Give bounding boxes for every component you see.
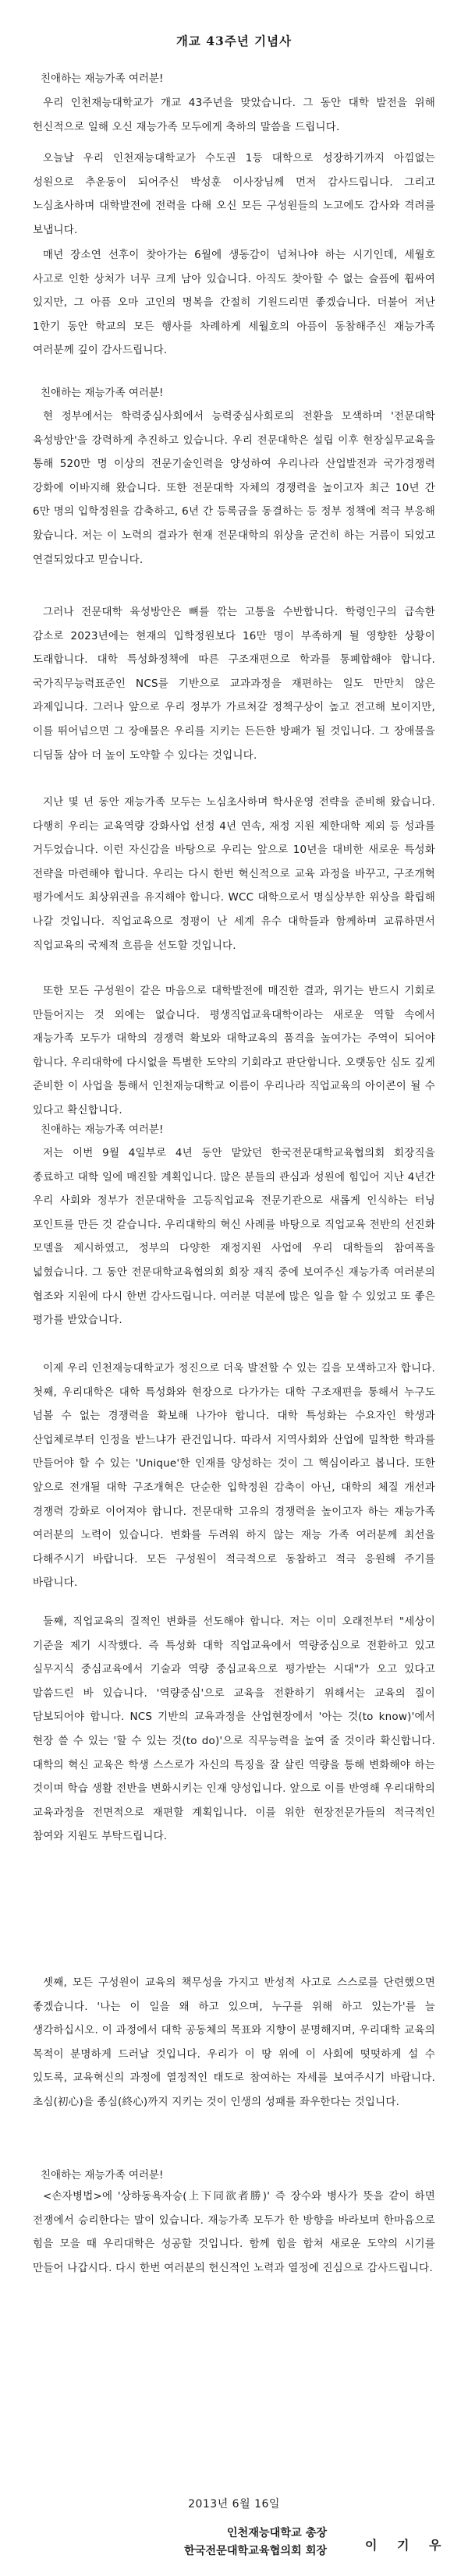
paragraph: 오늘날 우리 인천재능대학교가 수도권 1등 대학으로 성장하기까지 아낌없는 성원으로 추운동이 되어주신 박성훈 이사장님께 먼저 감사드립니다. 그리고 노심초사하며 대학발전에 전력을 다해 오신 모든 구성원들의 노고에도 감사와 격려를 보냅니다. [33, 152, 435, 236]
salutation: 친애하는 재능가족 여러분! [41, 2169, 164, 2181]
paragraph-block [33, 1610, 435, 1849]
paragraph: 그러나 전문대학 육성방안은 뼈를 깎는 고통을 수반합니다. 학령인구의 급속한 감소로 2023년에는 현재의 입학정원보다 16만 명이 부족하게 될 영향한 상황이 도래합니다. 대학 특성화정책에 따른 구조재편으로 학과를 통폐합해야 합니다. 국가직무능력표준인 NCS를 기반으로 교과과정을 재편하는 일도 만만치 않은 과제입니다. 그러나 앞으로 우리 정부가 가르쳐갈 정책구상이 높고 전고해 보이지만, 이를 뛰어넘으면 그 장애물은 우리를 지키는 든든한 방패가 될 것입니다. 그 장애물을 디딤돌 삼아 더 높이 도약할 수 있다는 것입니다. [33, 606, 435, 762]
paragraph: 둘째, 직업교육의 질적인 변화를 선도해야 합니다. 저는 이미 오래전부터 "세상이 기준을 제기 시작했다. 즉 특성화 대학 직업교육에서 역량중심으로 전환하고 있고 실무지식 중심교육에서 기술과 역량 중심교육으로 평가받는 시대"가 오고 있다고 말씀드린 바 있습니다. '역량중심'으로 교육을 전환하기 위해서는 교육의 질이 담보되어야 합니다. NCS 기반의 교육과정을 산업현장에서 '아는 것(to know)'에서 현장 쓸 수 있는 '할 수 있는 것(to do)'으로 직무능력을 높여 줄 것이라 확신합니다. 대학의 혁신 교육은 학생 스스로가 자신의 특징을 잘 살린 역량을 통해 변화해야 하는 것이며 학습 생활 전반을 변화시키는 인재 양성입니다. 앞으로 이를 반영해 우리대학의 교육과정을 전면적으로 재편할 계획입니다. 이를 위한 현장전문가들의 적극적인 참여와 지원도 부탁드립니다. [33, 1615, 435, 1843]
signature-title-council: 한국전문대학교육협의회 회장 [184, 2545, 328, 2557]
paragraph-block [33, 91, 435, 139]
paragraph: <손자병법>에 '상하동욕자승(上下同欲者勝)' 즉 장수와 병사가 뜻을 같이 하면 전쟁에서 승리한다는 말이 있습니다. 재능가족 모두가 한 방향을 바라보며 한마음으로 힘을 모을 때 우리대학은 성공할 것입니다. 함께 힘을 합쳐 새로운 도약의 시기를 만들어 나갑시다. 다시 한번 여러분의 헌신적인 노력과 열정에 진심으로 감사드립니다. [33, 2190, 435, 2274]
document-title: 개교 43주년 기념사 [176, 34, 292, 48]
paragraph: 지난 몇 년 동안 재능가족 모두는 노심초사하며 학사운영 전략을 준비해 왔습니다. 다행히 우리는 교육역량 강화사업 선정 4년 연속, 재정 지원 제한대학 제외 등 성과를 거두었습니다. 이런 자신감을 바탕으로 우리는 앞으로 10년을 대비한 새로운 특성화 전략을 마련해야 합니다. 우리는 다시 한번 혁신적으로 교육 과정을 바꾸고, 구조개혁 평가에서도 최상위권을 유지해야 합니다. WCC 대학으로서 명실상부한 위상을 확립해 나갈 것입니다. 직업교육으로 정평이 난 세계 유수 대학들과 함께하며 교류하면서 직업교육의 국제적 흐름을 선도할 것입니다. [33, 796, 435, 952]
paragraph: 우리 인천재능대학교가 개교 43주년을 맞았습니다. 그 동안 대학 발전을 위해 헌신적으로 일해 오신 재능가족 모두에게 축하의 말씀을 드립니다. [33, 97, 435, 133]
salutation: 친애하는 재능가족 여러분! [41, 387, 164, 399]
paragraph-block [33, 979, 435, 1123]
paragraph-block [33, 243, 435, 363]
signature-name: 이 기 우 [365, 2538, 449, 2553]
paragraph: 매년 장소연 선후이 찾아가는 6월에 생동감이 넘쳐나야 하는 시기인데, 세월호 사고로 인한 상처가 너무 크게 남아 있습니다. 아직도 찾아할 수 없는 슬픔에 휩싸여 있지만, 그 아픔 오마 고인의 명복을 간절히 기원드리면 좋겠습니다. 더불어 저난 1한기 동안 학교의 모든 행사를 차례하게 세월호의 아픔이 동참해주신 재능가족 여러분께 깊이 감사드립니다. [33, 249, 435, 357]
paragraph-block [33, 600, 435, 767]
paragraph-block [33, 1357, 435, 1595]
paragraph: 현 정부에서는 학력중심사회에서 능력중심사회로의 전환을 모색하며 '전문대학 육성방안'을 강력하게 추진하고 있습니다. 우리 전문대학은 설립 이후 현장실무교육을 통해 520만 명 이상의 전문기술인력을 양성하여 우리나라 산업발전과 국가경쟁력 강화에 이바지해 왔습니다. 또한 전문대학 자체의 경쟁력을 높이고자 최근 10년 간 6만 명의 입학정원을 감축하고, 6년 간 등록금을 동결하는 등 정부 정책에 적극 부응해 왔습니다. 저는 이 노력의 결과가 현재 전문대학의 위상을 굳건히 하는 거름이 되었고 연결되었다고 믿습니다. [33, 410, 435, 566]
paragraph-block [33, 1971, 435, 2114]
paragraph-block [33, 2185, 435, 2280]
paragraph-block [33, 1141, 435, 1332]
signature-title-president: 인천재능대학교 총장 [226, 2527, 328, 2539]
paragraph: 또한 모든 구성원이 같은 마음으로 대학발전에 매진한 결과, 위기는 반드시 기회로 만들어지는 것 외에는 없습니다. 평생직업교육대학이라는 새로운 역할 속에서 재능가족 모두가 대학의 경쟁력 확보와 대학교육의 품격을 높여가는 주역이 되어야 합니다. 우리대학에 다시없을 특별한 도약의 기회라고 판단합니다. 오랫동안 심도 깊게 준비한 이 사업을 통해서 인천재능대학교 이름이 우리나라 직업교육의 아이콘이 될 수 있다고 확신합니다. [33, 985, 435, 1116]
signature-block [184, 2525, 327, 2560]
paragraph: 셋째, 모든 구성원이 교육의 책무성을 가지고 반성적 사고로 스스로를 단련했으면 좋겠습니다. '나는 이 일을 왜 하고 있으며, 누구를 위해 하고 있는가'를 늘 생각하십시오. 이 과정에서 대학 공동체의 목표와 지향이 분명해지며, 우리대학 교육의 목적이 분명하게 드러날 것입니다. 우리가 이 땅 위에 이 사회에 떳떳하게 설 수 있도록, 교육혁신의 과정에 열정적인 태도로 참여하는 자세를 보여주시기 바랍니다. 초심(初心)을 종심(終心)까지 지키는 것이 인생의 성패를 좌우한다는 것입니다. [33, 1976, 435, 2108]
salutation: 친애하는 재능가족 여러분! [41, 73, 164, 85]
paragraph: 이제 우리 인천재능대학교가 정진으로 더욱 발전할 수 있는 길을 모색하고자 합니다. 첫째, 우리대학은 대학 특성화와 현장으로 다가가는 대학 구조재편을 통해서 누구도 넘볼 수 없는 경쟁력을 확보해 나가야 합니다. 대학 특성화는 수요자인 학생과 산업체로부터 인정을 받느냐가 관건입니다. 따라서 지역사회와 산업에 밀착한 학과를 만들어야 할 수 있는 'Unique'한 인재를 양성하는 것이 그 핵심이라고 봅니다. 또한 앞으로 전개될 대학 구조개혁은 단순한 입학정원 감축이 아닌, 대학의 체질 개선과 경쟁력 강화로 이어져야 합니다. 전문대학 고유의 경쟁력을 높이고자 하는 재능가족 여러분의 노력이 있습니다. 변화를 두려워 하지 않는 재능 가족 여러분께 최선을 다해주시기 바랍니다. 모든 구성원이 적극적으로 동참하고 적극 응원해 주기를 바랍니다. [33, 1362, 435, 1590]
paragraph-block [33, 791, 435, 957]
paragraph-block [33, 405, 435, 571]
paragraph: 저는 이번 9월 4일부로 4년 동안 맡았던 한국전문대학교육협의회 회장직을 종료하고 대학 일에 매진할 계획입니다. 많은 분들의 관심과 성원에 힘입어 지난 4년간 우리 사회와 정부가 전문대학을 고등직업교육 전문기관으로 새롭게 인식하는 터닝 포인트를 만든 것 같습니다. 우리대학의 혁신 사례를 바탕으로 직업교육 전반의 선진화 모델을 제시하였고, 정부의 다양한 재정지원 사업에 우리 대학들의 참여폭을 넓혔습니다. 그 동안 전문대학교육협의회 회장 재직 중에 보여주신 재능가족 여러분의 협조와 지원에 다시 한번 감사드립니다. 여러분 덕분에 많은 일을 할 수 있었고 또 좋은 평가를 받았습니다. [33, 1147, 435, 1327]
paragraph-block [33, 147, 435, 242]
salutation: 친애하는 재능가족 여러분! [41, 1123, 164, 1136]
document-date: 2013년 6월 16일 [188, 2498, 280, 2511]
